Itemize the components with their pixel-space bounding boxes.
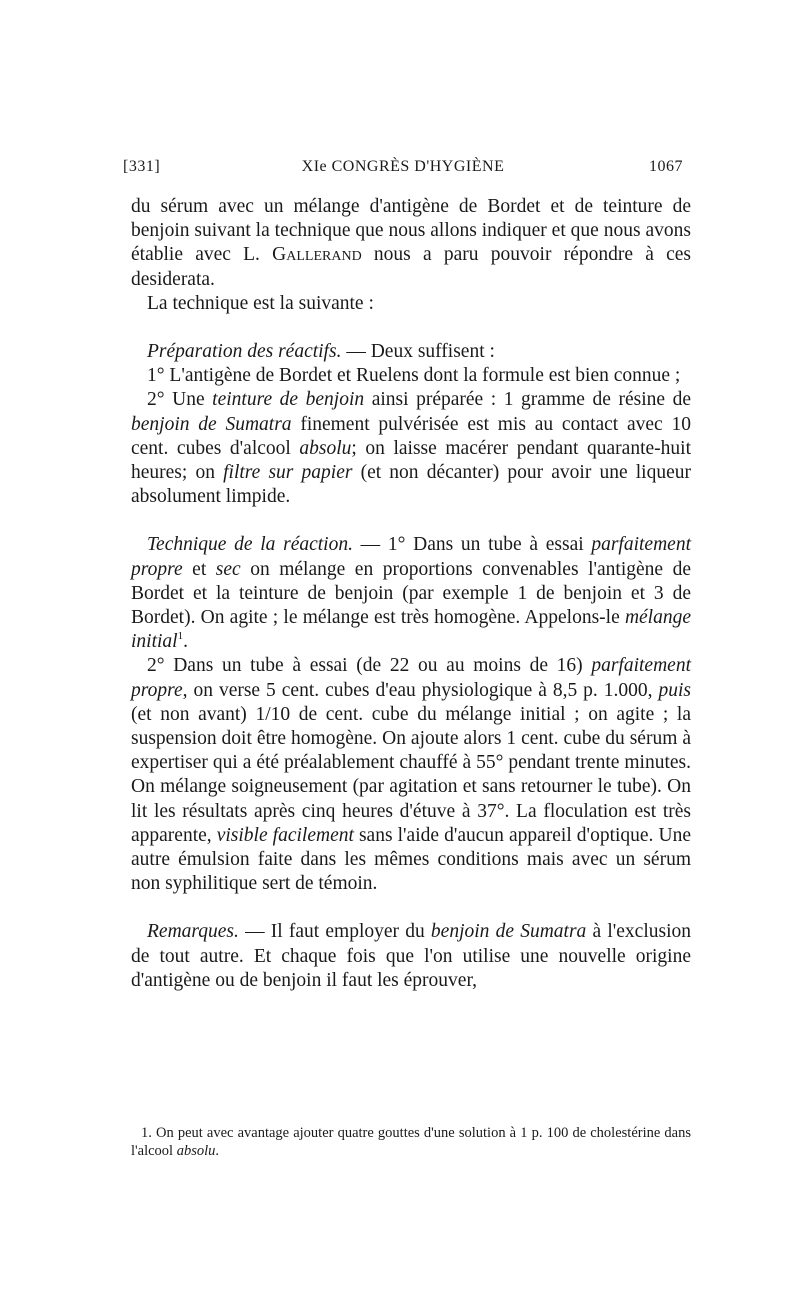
paragraph-remarks: Remarques. — Il faut employer du benjoin de Sumatra à l'exclusion de tout autre. Et chaque fois que l'on utilise une nouvelle origine d'antigène ou de benjoin il faut les éprouver,	[131, 921, 692, 991]
running-header	[123, 158, 683, 180]
body-text	[131, 195, 691, 993]
footnote-marker: 1	[177, 630, 184, 643]
section-heading-preparation: Préparation des réactifs.	[147, 341, 342, 363]
footnote	[131, 1124, 691, 1160]
page-reference: [331]	[123, 158, 161, 175]
section-heading-remarks: Remarques.	[147, 921, 239, 943]
paragraph-reaction-technique: Technique de la réaction. — 1° Dans un tube à essai parfaitement propre et sec on mélange en proportions convenables l'antigène de Bordet et la teinture de benjoin (par exemple 1 de benjoin et 3 de Bordet). On agite ; le mélange est très homogène. Appelons-le mélange initial$^1$.	[131, 534, 691, 653]
paragraph-preparation: Préparation des réactifs. — Deux suffisent :	[147, 341, 495, 363]
paragraph-intro: du sérum avec un mélange d'antigène de Bordet et de teinture de benjoin suivant la technique que nous allons indiquer et que nous avons établie avec L. Gallerand nous a paru pouvoir répondre à ces desiderata.	[131, 196, 691, 290]
running-title: XIe CONGRÈS D'HYGIÈNE	[301, 158, 505, 175]
paragraph-step-two: 2° Dans un tube à essai (de 22 ou au moins de 16) parfaitement propre, on verse 5 cent. cubes d'eau physiologique à 8,5 p. 1.000, puis (et non avant) 1/10 de cent. cube du mélange initial ; on agite ; la suspension doit être homogène. On ajoute alors 1 cent. cube du sérum à expertiser qui a été préalablement chauffé à 55° pendant trente minutes. On mélange soigneusement (par agitation et sans retourner le tube). On lit les résultats après cinq heures d'étuve à 37°. La floculation est très apparente, visible facilement sans l'aide d'aucun appareil d'optique. Une autre émulsion faite dans les mêmes conditions mais avec un sérum non syphilitique sert de témoin.	[131, 655, 691, 895]
author-name: Gallerand	[272, 244, 362, 266]
page-number: 1067	[649, 158, 683, 175]
paragraph-tincture: 2° Une teinture de benjoin ainsi préparée : 1 gramme de résine de benjoin de Sumatra finement pulvérisée est mis au contact avec 10 cent. cubes d'alcool absolu; on laisse macérer pendant quarante-huit heures; on filtre sur papier (et non décanter) pour avoir une liqueur absolument limpide.	[131, 389, 692, 508]
paragraph-antigen: 1° L'antigène de Bordet et Ruelens dont la formule est bien connue ;	[147, 365, 681, 387]
section-heading-reaction: Technique de la réaction.	[147, 534, 353, 556]
paragraph-technique: La technique est la suivante :	[147, 292, 374, 314]
footnote-text: 1. On peut avec avantage ajouter quatre gouttes d'une solution à 1 p. 100 de cholestérine dans l'alcool absolu.	[131, 1125, 691, 1159]
